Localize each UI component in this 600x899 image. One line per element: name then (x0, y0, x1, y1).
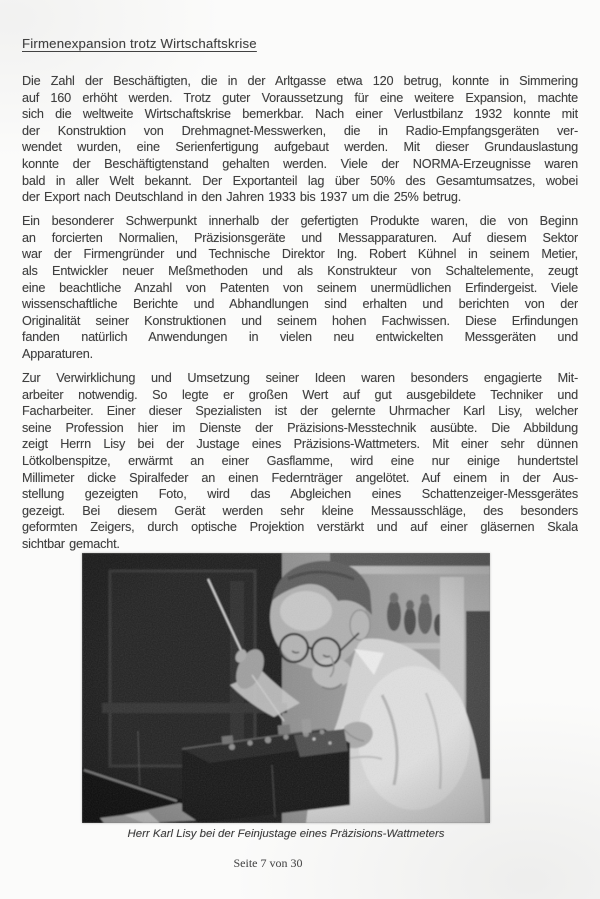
text-line: an forcierten Normalien, Präzisionsgeräte und Messapparaturen. Auf diesem Sektor (22, 230, 578, 245)
text-line: wissenschaftliche Berichte und Abhandlungen sind erhalten und berichten von der (22, 297, 578, 312)
paragraph-2 (22, 213, 578, 362)
page-title: Firmenexpansion trotz Wirtschaftskrise (22, 36, 257, 51)
text-line: der Export nach Deutschland in den Jahren 1933 bis 1937 um die 25% betrug. (22, 190, 462, 205)
text-line: arbeiter notwendig. So legte er großen Wert auf gut ausgebildete Techniker und (22, 387, 578, 402)
page-number: Seite 7 von 30 (233, 856, 303, 870)
text-line: war der Firmengründer und Technische Direktor Ing. Robert Kühnel in seinem Metier, (22, 247, 578, 262)
text-line: Facharbeiter. Einer dieser Spezialisten ist der gelernte Uhrmacher Karl Lisy, welcher (22, 404, 578, 419)
text-line: Originalität seiner Konstruktionen und seinem hohen Fachwissen. Diese Erfindungen (22, 313, 578, 328)
text-line: sich die weltweite Wirtschaftskrise bemerkbar. Nach einer Verlustbilanz 1932 konnte mit (22, 107, 578, 122)
body-text (22, 73, 578, 560)
text-line: Ein besonderer Schwerpunkt innerhalb der gefertigten Produkte waren, die von Beginn (22, 214, 578, 229)
text-line: konnte der Beschäftigtenstand gehalten werden. Viele der NORMA-Erzeugnisse waren (22, 156, 578, 171)
text-line: seine Profession hier im Dienste der Präzisions-Messtechnik ausübte. Die Abbildung (22, 420, 578, 435)
paragraph-1 (22, 73, 578, 206)
text-line: bald in aller Welt bekannt. Der Exportanteil lag über 50% des Gesamtumsatzes, wobei (22, 173, 578, 188)
text-line: der Konstruktion von Drehmagnet-Messwerken, die in Radio-Empfangsgeräten ver- (22, 123, 578, 138)
text-line: Die Zahl der Beschäftigten, die in der Arltgasse etwa 120 betrug, konnte in Simmering (22, 74, 578, 88)
text-line: als Entwickler neuer Meßmethoden und als Konstrukteur von Schaltelemente, zeugt (22, 264, 578, 279)
photo-illustration (82, 553, 490, 823)
text-line: sichtbar gemacht. (22, 537, 120, 552)
paragraph-3 (22, 370, 578, 553)
text-line: Millimeter dicke Spiralfeder an einen Federnträger angelötet. Auf einem in der Aus- (22, 470, 578, 485)
text-line: geformten Zeigers, durch optische Projektion verstärkt und auf einer gläsernen Skala (22, 520, 578, 535)
text-line: fanden natürlich Anwendungen in vielen neu entwickelten Messgeräten und (22, 330, 578, 345)
text-line: Apparaturen. (22, 347, 93, 361)
text-line: wendet wurden, eine Serienfertigung aufgebaut werden. Mit dieser Grundauslastung (22, 140, 578, 155)
text-line: stellung gezeigten Foto, wird das Abgleichen eines Schattenzeiger-Messgerätes (22, 487, 578, 502)
text-line: Zur Verwirklichung und Umsetzung seiner Ideen waren besonders engagierte Mit- (22, 371, 578, 386)
text-line: gezeigt. Bei diesem Gerät werden sehr kleine Messausschläge, des besonders (22, 503, 578, 518)
text-line: zeigt Herrn Lisy bei der Justage eines Präzisions-Wattmeters. Mit einer sehr dünnen (22, 437, 578, 452)
text-line: eine beachtliche Anzahl von Patenten von seinem unermüdlichen Erfindergeist. Viele (22, 280, 578, 295)
text-line: Lötkolbenspitze, erwärmt an einer Gasflamme, wird eine nur einige hundertstel (22, 454, 578, 469)
photo-caption: Herr Karl Lisy bei der Feinjustage eines Präzisions-Wattmeters (127, 828, 445, 840)
text-line: auf 160 erhöht werden. Trotz guter Voraussetzung für eine weitere Expansion, machte (22, 90, 578, 105)
vignette (82, 553, 490, 823)
photo-karl-lisy (82, 553, 490, 823)
